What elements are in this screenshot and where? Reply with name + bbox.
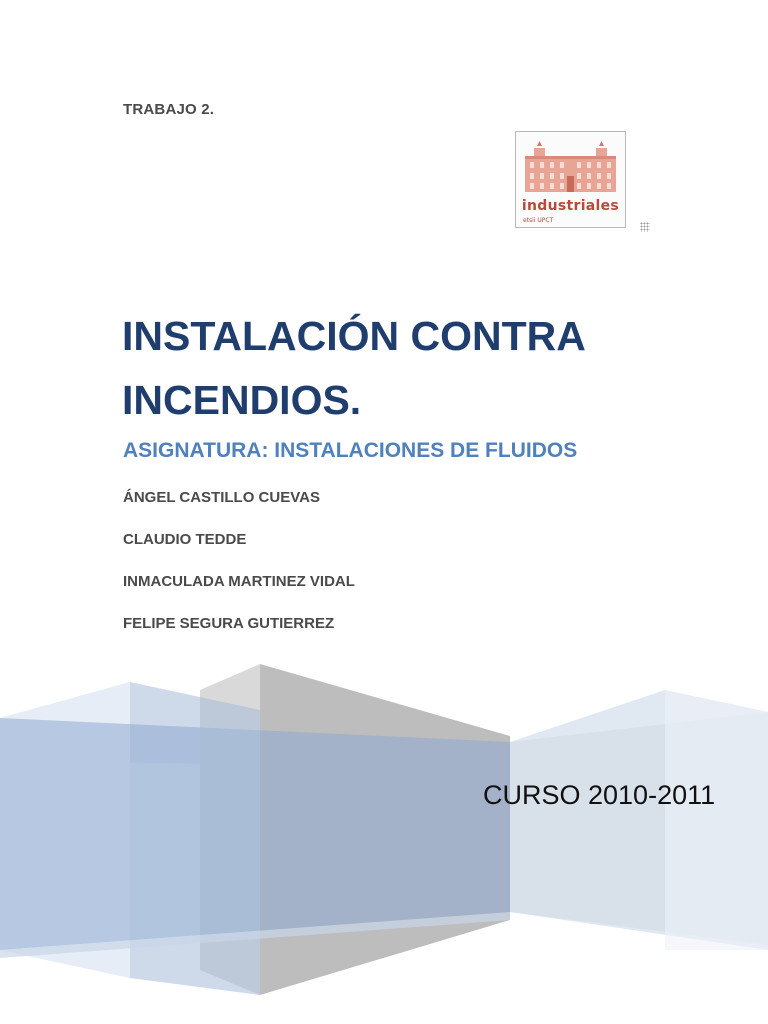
document-title-line: INSTALACIÓN CONTRA xyxy=(122,313,586,359)
author-name: INMACULADA MARTINEZ VIDAL xyxy=(123,573,355,590)
document-subtitle: ASIGNATURA: INSTALACIONES DE FLUIDOS xyxy=(123,439,578,462)
author-name: CLAUDIO TEDDE xyxy=(123,531,247,548)
author-list xyxy=(123,489,355,657)
document-title xyxy=(122,304,722,432)
resize-handle-icon xyxy=(640,222,650,232)
logo-wordmark: industriales xyxy=(521,198,620,214)
institution-logo xyxy=(515,131,626,228)
author-name: ÁNGEL CASTILLO CUEVAS xyxy=(123,489,320,506)
document-title-line: INCENDIOS. xyxy=(122,377,362,423)
course-label: CURSO 2010-2011 xyxy=(483,780,716,810)
header-label: TRABAJO 2. xyxy=(123,101,215,118)
logo-subtext: etsii UPCT xyxy=(523,217,554,224)
author-name: FELIPE SEGURA GUTIERREZ xyxy=(123,615,335,632)
decorative-shapes xyxy=(0,650,768,1024)
